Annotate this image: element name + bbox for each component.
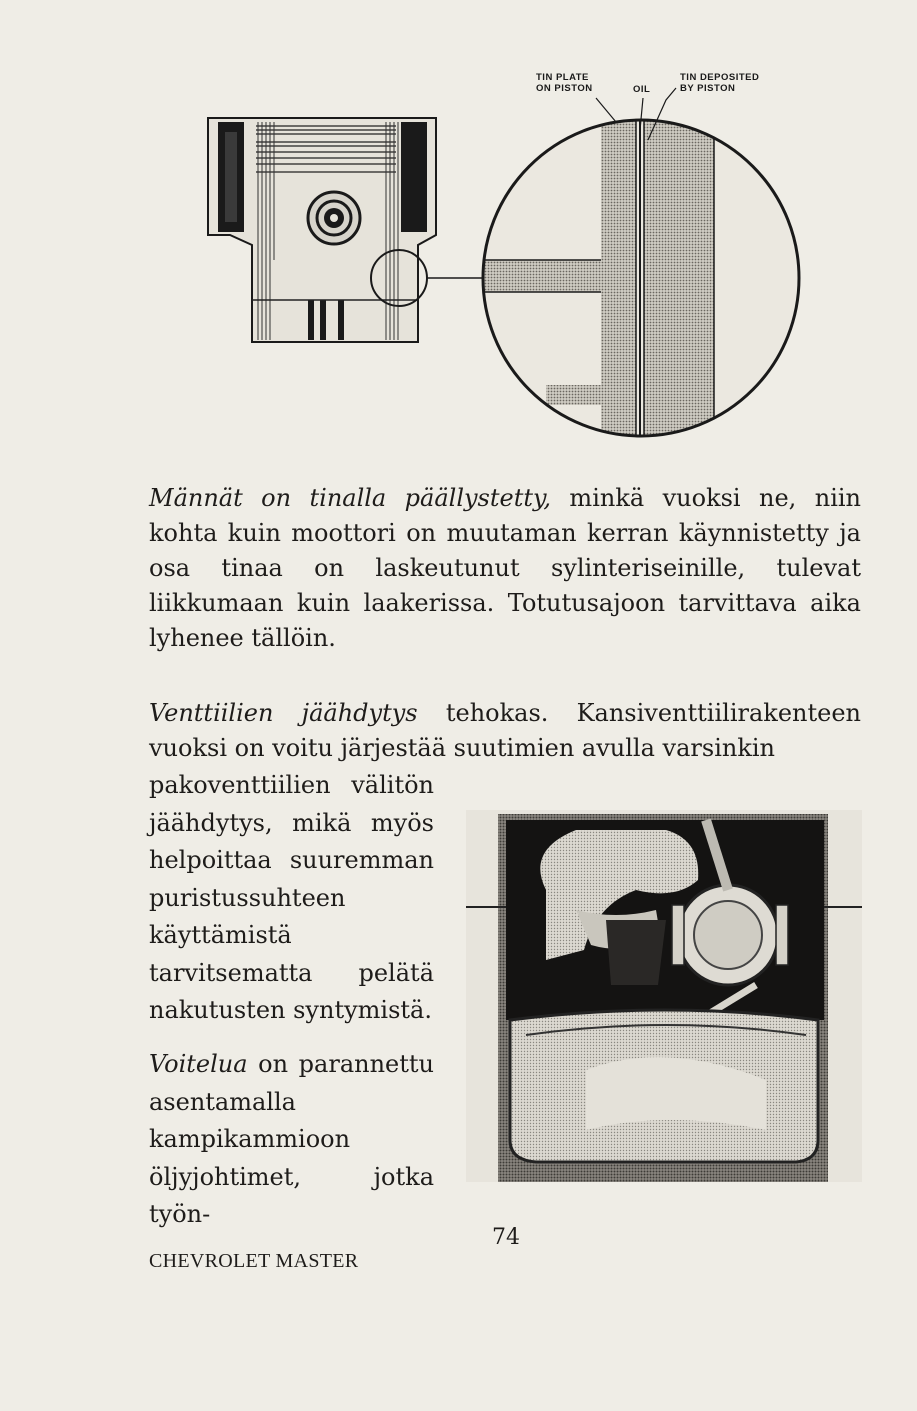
page-number: 74 (492, 1225, 520, 1250)
label-tin-deposited-by-piston: TIN DEPOSITED BY PISTON (680, 72, 760, 94)
paragraph-valve-cooling-text: tehokas. Kansiventtiilirakenteen vuoksi on voitu järjestää suutimien avulla varsinkin (149, 699, 862, 762)
paragraph-valve-cooling-lead: Venttiilien jäähdytys (149, 699, 418, 727)
paragraph-pistons (149, 481, 861, 656)
paragraph-pistons-lead: Männät on tinalla päällystetty, (149, 484, 552, 512)
paragraph-lubrication-text: on parannettu asentamalla kampikammioon öljyjohtimet, jotka työn- (149, 1050, 434, 1228)
piston-diagram (196, 60, 816, 450)
footer-title: CHEVROLET MASTER (149, 1250, 359, 1272)
label-oil: OIL (633, 84, 651, 95)
label-tin-plate-on-piston: TIN PLATE ON PISTON (536, 72, 593, 94)
paragraph-pistons-text: minkä vuoksi ne, niin kohta kuin moottori on muutaman kerran käynnistetty ja osa tinaa on laskeutunut sylinteriseinille, tulevat liikkumaan kuin laakerissa. Totutusajoon tarvittava aika lyhenee tällöin. (149, 484, 861, 652)
paragraph-valve-cooling-continued: pakoventtiilien välitön jäähdytys, mikä myös helpoittaa suuremman puristussuhteen käyttämistä tarvitsematta pelätä nakutusten syntymistä. (149, 771, 434, 1024)
valve-cooling-photo (466, 810, 862, 1182)
valve-cooling-photo-image (466, 810, 862, 1182)
paragraph-lubrication (149, 1046, 434, 1234)
piston-diagram-drawing (196, 60, 816, 450)
paragraph-valve-cooling (149, 696, 861, 766)
paragraph-lubrication-lead: Voitelua (149, 1050, 248, 1078)
